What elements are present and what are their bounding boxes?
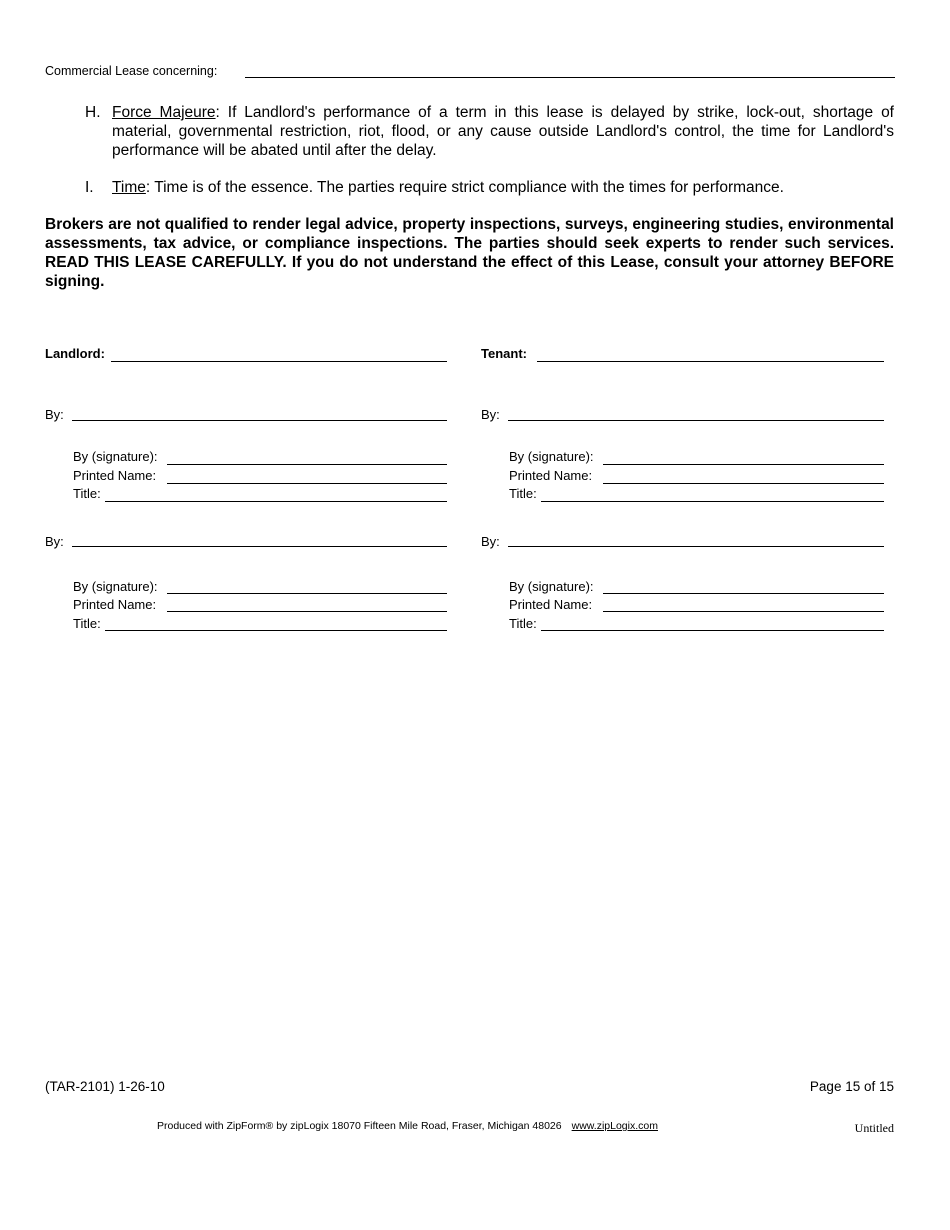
produced-by-line xyxy=(157,1120,658,1132)
item-h-letter: H. xyxy=(85,104,101,121)
tenant-title-line-2[interactable] xyxy=(541,630,884,631)
header-label: Commercial Lease concerning: xyxy=(45,64,218,78)
item-i-title: Time xyxy=(112,179,146,196)
landlord-by-line-2[interactable] xyxy=(72,546,447,547)
tenant-title-label-2: Title: xyxy=(509,616,537,631)
landlord-by-signature-label-2: By (signature): xyxy=(73,579,158,594)
tenant-signature-line-1[interactable] xyxy=(603,464,884,465)
produced-by-text: Produced with ZipForm® by zipLogix 18070 Fifteen Mile Road, Fraser, Michigan 48026 xyxy=(157,1120,562,1132)
item-i-text: : Time is of the essence. The parties require strict compliance with the times for performance. xyxy=(145,179,784,196)
landlord-title-label-1: Title: xyxy=(73,486,101,501)
item-i-letter: I. xyxy=(85,179,94,196)
tenant-by-label-1: By: xyxy=(481,407,500,422)
landlord-printed-name-line-2[interactable] xyxy=(167,611,447,612)
tenant-printed-name-line-1[interactable] xyxy=(603,483,884,484)
landlord-signature-line-1[interactable] xyxy=(167,464,447,465)
landlord-signature-line-2[interactable] xyxy=(167,593,447,594)
landlord-by-line-1[interactable] xyxy=(72,420,447,421)
tenant-name-line[interactable] xyxy=(537,361,884,362)
page-number: Page 15 of 15 xyxy=(809,1079,894,1094)
landlord-printed-name-label-1: Printed Name: xyxy=(73,468,157,483)
landlord-title-label-2: Title: xyxy=(73,616,101,631)
document-name: Untitled xyxy=(854,1121,894,1135)
landlord-by-signature-label-1: By (signature): xyxy=(73,449,158,464)
item-i-paragraph xyxy=(112,178,894,197)
tenant-by-label-2: By: xyxy=(481,534,500,549)
tenant-title-line-1[interactable] xyxy=(541,501,884,502)
tenant-printed-name-label-2: Printed Name: xyxy=(509,597,593,612)
landlord-label: Landlord: xyxy=(45,346,105,361)
tenant-signature-line-2[interactable] xyxy=(603,593,884,594)
brokers-notice: Brokers are not qualified to render legal advice, property inspections, surveys, engineering studies, environmental assessments, tax advice, or compliance inspections. The parties should seek experts to render such services. READ THIS LEASE CAREFULLY. If you do not understand the effect of this Lease, consult your attorney BEFORE signing. xyxy=(45,216,894,290)
tenant-title-label-1: Title: xyxy=(509,486,537,501)
item-h-paragraph xyxy=(112,103,894,160)
tenant-by-line-2[interactable] xyxy=(508,546,884,547)
tenant-by-signature-label-2: By (signature): xyxy=(509,579,594,594)
landlord-by-label-2: By: xyxy=(45,534,64,549)
landlord-title-line-2[interactable] xyxy=(105,630,447,631)
tenant-label: Tenant: xyxy=(481,346,527,361)
tenant-printed-name-label-1: Printed Name: xyxy=(509,468,593,483)
ziplogix-link[interactable]: www.zipLogix.com xyxy=(571,1120,658,1132)
landlord-by-label-1: By: xyxy=(45,407,64,422)
item-h-text: : If Landlord's performance of a term in this lease is delayed by strike, lock-out, shortage of material, governmental restriction, riot, flood, or any cause outside Landlord's control, the time for Landlord's performance will be abated until after the delay. xyxy=(112,104,894,159)
tenant-printed-name-line-2[interactable] xyxy=(603,611,884,612)
landlord-printed-name-label-2: Printed Name: xyxy=(73,597,157,612)
item-h-title: Force Majeure xyxy=(112,104,216,121)
landlord-name-line[interactable] xyxy=(111,361,447,362)
landlord-title-line-1[interactable] xyxy=(105,501,447,502)
tenant-by-signature-label-1: By (signature): xyxy=(509,449,594,464)
property-address-line[interactable] xyxy=(245,77,895,78)
tenant-by-line-1[interactable] xyxy=(508,420,884,421)
form-id: (TAR-2101) 1-26-10 xyxy=(45,1079,165,1094)
landlord-printed-name-line-1[interactable] xyxy=(167,483,447,484)
